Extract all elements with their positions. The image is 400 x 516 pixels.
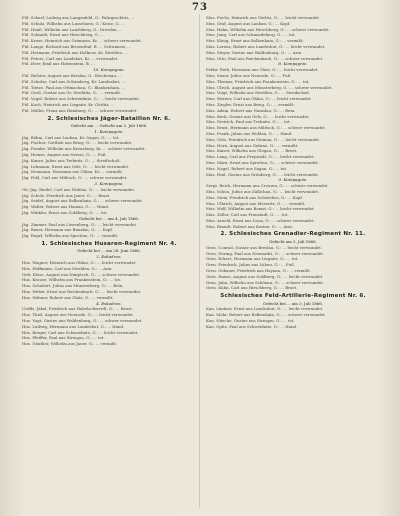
casualty-entry: Jäg. Zimmer, Paul aus Löwenberg, G.: ... leicht verwundet. (22, 221, 138, 227)
casualty-entry: Fül. Groß, Gustav aus Gr. Strehlitz, G.: ... vermißt. (22, 90, 122, 96)
engagement-note: Gefecht bei ... am 3. Juli 1866. (263, 300, 323, 306)
casualty-entry: Fül. Schulz, Wilhelm aus Lassehnen, G.: Kratz, G. ... (22, 20, 125, 26)
casualty-entry: Untffz. Jäkel, Friedrich aus Habelschwerdt, G.: ... Brust. (22, 306, 133, 312)
casualty-entry: Jäg. Bauer, Hermann aus Bunzlau, G.: ... Kopf. (22, 227, 113, 233)
casualty-entry: Mus. Arnold, Ernst aus Lissa, G.: ... schwer verwundet. (206, 217, 315, 223)
casualty-entry: Fül. Schulze, Carl aus Schömberg, Kr. Landeshut, ... (22, 78, 126, 84)
casualty-entry: Mus. Jung, Carl aus Schmiedeberg, G.: ... tot. (206, 32, 296, 38)
casualty-entry: Mus. König, Ernst aus Bolkenhain, G.: ... vermißt. (206, 38, 304, 44)
casualty-entry: Mus. Fuchs, Heinrich aus Görlitz, G.: ... leicht verwundet. (206, 15, 321, 20)
casualty-list (206, 67, 380, 177)
casualty-entry: Hus. Schubert, Julius aus Münsterberg, G.: ... Bein. (22, 283, 124, 289)
casualty-entry: Jäg. Scholz, Friedrich aus Jauer, G.: ... Brust. (22, 192, 111, 198)
page-number: 73 (192, 2, 208, 13)
casualty-entry: Hus. Hoffmann, Carl aus Strehlen, G.: ... Arm. (22, 265, 113, 271)
casualty-entry: Mus. Kaiser, Wilhelm aus Glogau, G.: ... Brust. (206, 148, 298, 154)
left-column (22, 15, 196, 347)
casualty-entry: Hus. Thiel, August aus Neurode, G.: ... leicht verwundet. (22, 312, 134, 318)
engagement-note: Gefecht am ... Gefecht am 3. Juli 1866. (70, 123, 148, 129)
casualty-list (22, 260, 196, 301)
casualty-entry: Hus. Vogt, Gustav aus Waldenburg, G.: ... schwer verwundet. (22, 318, 143, 324)
engagement-note: Gefecht bei ... am 28. Juni 1866. (77, 248, 141, 254)
casualty-entry: Hus. Weber, Ernst aus Reichenbach, G.: ... leicht verwundet. (22, 289, 142, 295)
casualty-entry: Mus. Götz, Friedrich aus Steinau, G.: ... leicht verwundet. (206, 136, 321, 142)
casualty-entry: Gren. Haase, August aus Goldberg, G.: ... leicht verwundet. (206, 273, 324, 279)
engagement-note: Gefecht bei ... am 4. Juli 1866. (79, 215, 139, 221)
casualty-entry: Gren. Kühn, Carl aus Hirschberg, G.: ... Brust. (206, 285, 298, 291)
casualty-list (22, 306, 196, 347)
casualty-list (206, 306, 380, 329)
casualty-list (22, 222, 196, 239)
regiment-heading: Schlesisches Feld-Artillerie-Regiment Nr. 6. (220, 293, 366, 300)
casualty-entry: Mus. Ulrich, August aus Münsterberg, G.: ... schwer verwundet. (206, 84, 333, 90)
casualty-entry: Jäg. Walter, Robert aus Hainau, G.: ... Hand. (22, 204, 110, 210)
regiment-heading: 2. Schlesisches Jäger-Bataillon Nr. 6. (47, 115, 171, 122)
casualty-entry: Jäg. Heinze, August aus Neisse, G.: ... Fuß. (22, 152, 107, 158)
casualty-entry: Fül. Vogel, Robert aus Schweidnitz, G.: ... leicht verwundet. (22, 96, 140, 102)
casualty-entry: Hus. Pfeiffer, Paul aus Striegau, G.: ... tot. (22, 335, 105, 341)
casualty-entry: Jäg. Lehmann, Ernst aus Oels, G.: ... leicht verwundet. (22, 163, 130, 169)
casualty-entry: Jäg. Seidel, August aus Bolkenhain, G.: ... schwer verwundet. (22, 198, 143, 204)
casualty-entry: Mus. Horn, August aus Guhrau, G.: ... vermißt. (206, 142, 299, 148)
casualty-entry: Ob.-Jäg. Riedel, Carl aus Wohlau, G.: ... leicht verwundet. (22, 186, 136, 192)
casualty-entry: Mus. Meyer, Gustav aus Waldenburg, G.: ... Arm. (206, 49, 303, 55)
casualty-entry: Fül. Hauß, Wilhelm aus Landsberg, G.: Dresden, ... (22, 26, 123, 32)
casualty-entry: Mus. Voigt, Wilhelm aus Strehlen, G.: ... Streifschuß. (206, 90, 311, 96)
casualty-entry: Fül. Richter, August aus Breslau, G.: Reichenau, ... (22, 72, 123, 78)
casualty-entry: Hus. Berger, Carl aus Schweidnitz, G.: ... leicht verwundet. (22, 329, 139, 335)
casualty-entry: Hus. Wagner, Heinrich aus Ohlau, G.: ... leicht verwundet. (22, 260, 137, 266)
casualty-entry: Mus. Wolf, Wilhelm aus Bomst, G.: ... leicht verwundet. (206, 206, 315, 212)
company-heading: 10. Kompagnie. (93, 67, 125, 73)
casualty-entry: Fül. Scharf, Ludwig aus Langenfeld, G.: Fahrgeschütz, ... (22, 15, 135, 20)
casualty-entry: Mus. Nagel, Robert aus Sagan, G.: ... tot. (206, 165, 288, 171)
casualty-entry: Jäg. Neumann, Hermann aus Ohlau, Kr. ... vermißt. (22, 169, 124, 175)
company-heading: 2. Eskadron. (96, 254, 122, 260)
casualty-entry: Feldw. Roth, Hermann aus Glatz, G.: ... leicht verwundet. (206, 67, 319, 73)
casualty-entry: Jäg. Franke, Wilhelm aus Kreuzburg, Kr. ... schwer verwundet. (22, 146, 146, 152)
casualty-entry: Kan. Nitsche, Gustav aus Striegau, G.: ... tot. (206, 318, 295, 324)
casualty-entry: Mus. Graf, August aus Lauban, G.: ... Kopf. (206, 20, 291, 26)
casualty-entry: Jäg. Fischer, Gottlieb aus Brieg, G.: ... leicht verwundet. (22, 140, 133, 146)
casualty-entry: Fül. Herr, Emil aus Hohenstein, B. ... (22, 61, 95, 67)
casualty-entry: Gren. Gebauer, Friedrich aus Haynau, G.: ... vermißt. (206, 267, 311, 273)
casualty-entry: Fül. Kruse, Heinrich aus Grimmen, Kr. ... schwer verwundet. (22, 38, 142, 44)
casualty-list (206, 183, 380, 229)
casualty-entry: Mus. Beck, Gustav aus Oels, G.: ... leicht verwundet. (206, 113, 310, 119)
regiment-heading: 1. Schlesisches Husaren-Regiment Nr. 4. (41, 240, 177, 247)
casualty-list (22, 73, 196, 114)
casualty-entry: Hus. Hübner, Robert aus Glatz, G.: ... vermißt. (22, 294, 114, 300)
company-heading: 8. Kompagnie. (278, 61, 308, 67)
casualty-entry: Mus. Ziegler, Ernst aus Brieg, G.: ... vermißt. (206, 101, 295, 107)
casualty-entry: Mus. Sauer, Julius aus Neurode, G.: ... Fuß. (206, 72, 292, 78)
casualty-list (22, 135, 196, 181)
casualty-entry: Mus. Werner, Carl aus Ohlau, G.: ... leicht verwundet. (206, 96, 312, 102)
casualty-entry: Mus. Frank, Julius aus Wohlau, G.: ... Hand. (206, 130, 293, 136)
casualty-entry: Hus. Günther, Wilhelm aus Jauer, G.: ... vermißt. (22, 341, 118, 347)
casualty-entry: Gren. Döring, Paul aus Neumarkt, G.: ... schwer verwundet. (206, 250, 324, 256)
company-heading: 9. Kompagnie. (278, 177, 308, 183)
company-heading: 1. Kompagnie. (94, 128, 124, 134)
casualty-entry: Kan. Mohr, Robert aus Bolkenhain, G.: ... schwer verwundet. (206, 312, 326, 318)
casualty-entry: Mus. Lorenz, Robert aus Landeshut, G.: ... leicht verwundet. (206, 43, 326, 49)
casualty-entry: Fül. Hermann, Friedrich aus Hollnow, Kr. Strehlen, ... (22, 49, 129, 55)
casualty-entry: Mus. Zeller, Carl aus Fraustadt, G.: ... tot. (206, 212, 289, 218)
casualty-entry: Jäg. Pohl, Carl aus Militsch, G.: ... schwer verwundet. (22, 175, 128, 181)
casualty-list (206, 245, 380, 291)
casualty-entry: Mus. Adam, Robert aus Namslau, G.: ... Bein. (206, 107, 296, 113)
casualty-entry: Sergt. Reich, Hermann aus Crossen, G.: ... schwer verwundet. (206, 183, 329, 189)
casualty-entry: Kan. Opitz, Paul aus Schweidnitz, G.: ... Hand. (206, 323, 298, 329)
casualty-entry: Mus. Schön, Julius aus Züllichau, G.: ... leicht verwundet. (206, 188, 320, 194)
company-heading: 4. Eskadron. (96, 300, 122, 306)
casualty-entry: Gefr. Klose, August aus Nimptsch, G.: ... schwer verwundet. (22, 271, 141, 277)
company-heading: 3. Kompagnie. (94, 181, 124, 187)
casualty-entry: Mus. Hahn, Wilhelm aus Hirschberg, G.: ... schwer verwundet. (206, 26, 330, 32)
casualty-entry: Jäg. Winkler, Ernst aus Goldberg, G.: ... tot. (22, 210, 108, 215)
casualty-entry: Hus. Krause, Wilhelm aus Frankenstein, G.: ... tot. (22, 277, 122, 283)
casualty-entry: Mus. Thomas, Friedrich aus Frankenstein, G.: ... tot. (206, 78, 310, 84)
casualty-entry: Fül. Tietze, Paul aus Ottmachau, G.: Blankenhain, ... (22, 84, 126, 90)
casualty-entry: Gren. Conrad, Gustav aus Breslau, G.: ... leicht verwundet. (206, 244, 323, 250)
casualty-entry: Mus. Stein, Friedrich aus Schwiebus, G.: ... Kopf. (206, 194, 303, 200)
casualty-list (206, 15, 380, 61)
casualty-entry: Fül. Lange, Richard aus Biesenthal, B. ... Schwanow, ... (22, 43, 131, 49)
casualty-entry: Mus. Dietrich, Paul aus Trebnitz, G.: ... tot. (206, 119, 291, 125)
casualty-entry: Gren. Friedrich, Julius aus Lüben, G.: ... Fuß. (206, 262, 296, 268)
casualty-list (22, 187, 196, 216)
casualty-entry: Mus. Ernst, Hermann aus Militsch, G.: ... schwer verwundet. (206, 125, 326, 131)
casualty-entry: Jäg. Engel, Wilhelm aus Sprottau, G.: ... vermißt. (22, 233, 119, 239)
casualty-entry: Jäg. Böhm, Carl aus Lauban, Kr. Sagan, G.: ... tot. (22, 134, 120, 140)
column-divider (199, 14, 200, 508)
casualty-entry: Fül. Müller, Franz aus Hamburg, G.: ... schwer verwundet. (22, 107, 138, 113)
casualty-entry: Mus. Ulbrich, August aus Meseritz, G.: ... vermißt. (206, 200, 306, 206)
casualty-entry: Gren. Jahn, Wilhelm aus Schönau, G.: ... schwer verwundet. (206, 279, 324, 285)
right-column (206, 15, 380, 330)
casualty-entry: Fül. Peters, Carl aus Landshut, Kr. ... verwundet. (22, 55, 119, 61)
casualty-entry: Mus. Lang, Carl aus Freystadt, G.: ... leicht verwundet. (206, 154, 315, 160)
casualty-list (22, 15, 196, 67)
casualty-entry: Mus. Marx, Ernst aus Sprottau, G.: ... schwer verwundet. (206, 159, 320, 165)
regiment-heading: 2. Schlesisches Grenadier-Regiment Nr. 11. (220, 231, 366, 238)
casualty-entry: Fül. Koch, Heinrich aus Liegnitz, Kr. Görlitz, ... (22, 101, 115, 107)
casualty-entry: Hus. Ludwig, Hermann aus Landeshut, G.: ... Hand. (22, 323, 125, 329)
casualty-entry: Kan. Lindner, Ernst aus Landeshut, G.: ... leicht verwundet. (206, 306, 324, 312)
engagement-note: Gefecht am 3. Juli 1866. (269, 238, 317, 244)
casualty-entry: Mus. Paul, Gustav aus Grünberg, G.: ... leicht verwundet. (206, 171, 319, 177)
casualty-entry: Mus. Otto, Paul aus Reichenbach, G.: ... schwer verwundet. (206, 55, 324, 61)
casualty-entry: Gren. Eckert, Hermann aus Liegnitz, G.: ... tot. (206, 256, 299, 262)
casualty-entry: Jäg. Kunze, Julius aus Trebnitz, G.: ... Streifschuß. (22, 157, 121, 163)
casualty-entry: Fül. Schmidt, Ernst aus Hirschberg, G. ... (22, 32, 104, 38)
casualty-entry: Mus. Brandt, Robert aus Kosten, G.: ... Arm. (206, 223, 294, 229)
